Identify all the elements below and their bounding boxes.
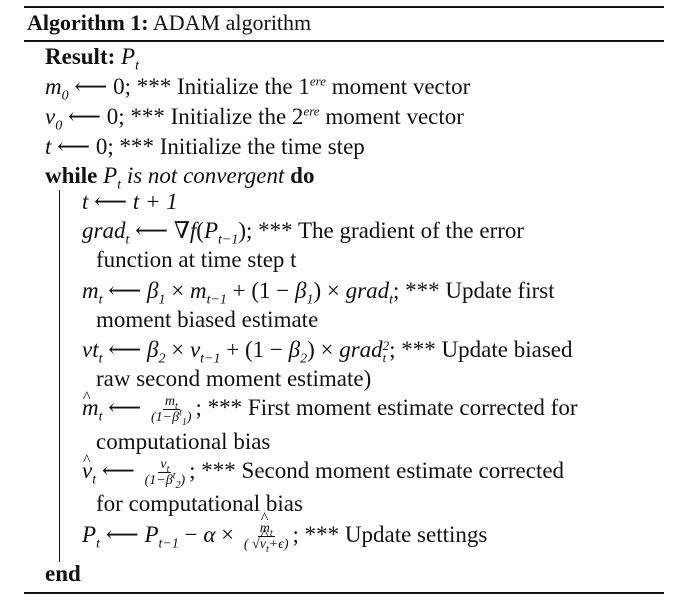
vhat-line: ^ $v_t$ ⟵ $\frac{v_t}{(1-\beta^t_2)}$ ; *** Second moment estimate corrected (82, 457, 564, 488)
m-update-line-2: moment biased estimate (96, 307, 319, 332)
init-m-line: $m_0$ ⟵ 0; *** Initialize the 1ere moment vector (45, 73, 471, 104)
init-v-line: $v_0$ ⟵ 0; *** Initialize the 2ere moment vector (45, 103, 464, 134)
result-var: P (121, 44, 136, 69)
v-update-line-2: raw second moment estimate) (96, 366, 372, 391)
step-t-line: t ⟵ t + 1 (82, 189, 178, 214)
v-update-line: $vt_t$ ⟵ $\beta_2 \times v_{t-1} + (1 - \beta_2)$ × grad 2 t ; *** Update biased (82, 337, 573, 367)
result-line: Result: $P_t$ (45, 44, 139, 74)
while-line: while $P_t$ is not convergent do (45, 163, 315, 193)
grad-line-2: function at time step t (96, 247, 297, 272)
mhat-line: ^ $m_t$ ⟵ $\frac{m_t}{(1-\beta^t_1)}$ ; *** First moment estimate corrected for (82, 394, 578, 425)
top-rule (24, 6, 664, 8)
init-t-line: t ⟵ 0; *** Initialize the time step (45, 134, 365, 159)
caption-label: Algorithm 1: (27, 10, 149, 35)
algorithm-caption (27, 9, 311, 37)
result-label: Result: (45, 44, 116, 69)
grad-line: grad$_t$ ⟵ $\nabla f(P_{t-1})$; *** The gradient of the error (82, 218, 525, 248)
mhat-line-2: computational bias (96, 429, 271, 454)
caption-title: ADAM algorithm (152, 10, 312, 35)
p-update-line: $P_t$ ⟵ $P_{t-1} - \alpha$ × ^ $\frac{m_t}{( √\^{} v_t+\epsilon)}$ ; *** Update settings (82, 521, 487, 552)
bottom-rule (24, 592, 664, 594)
end-line: end (45, 561, 81, 586)
caption-rule (24, 40, 664, 42)
loop-body-bar (59, 190, 60, 562)
m-update-line: $m_t$ ⟵ $\beta_1 \times m_{t-1} + (1 - \beta_1)$ × grad$_t$; *** Update first (82, 278, 555, 308)
vhat-line-2: for computational bias (96, 491, 303, 516)
